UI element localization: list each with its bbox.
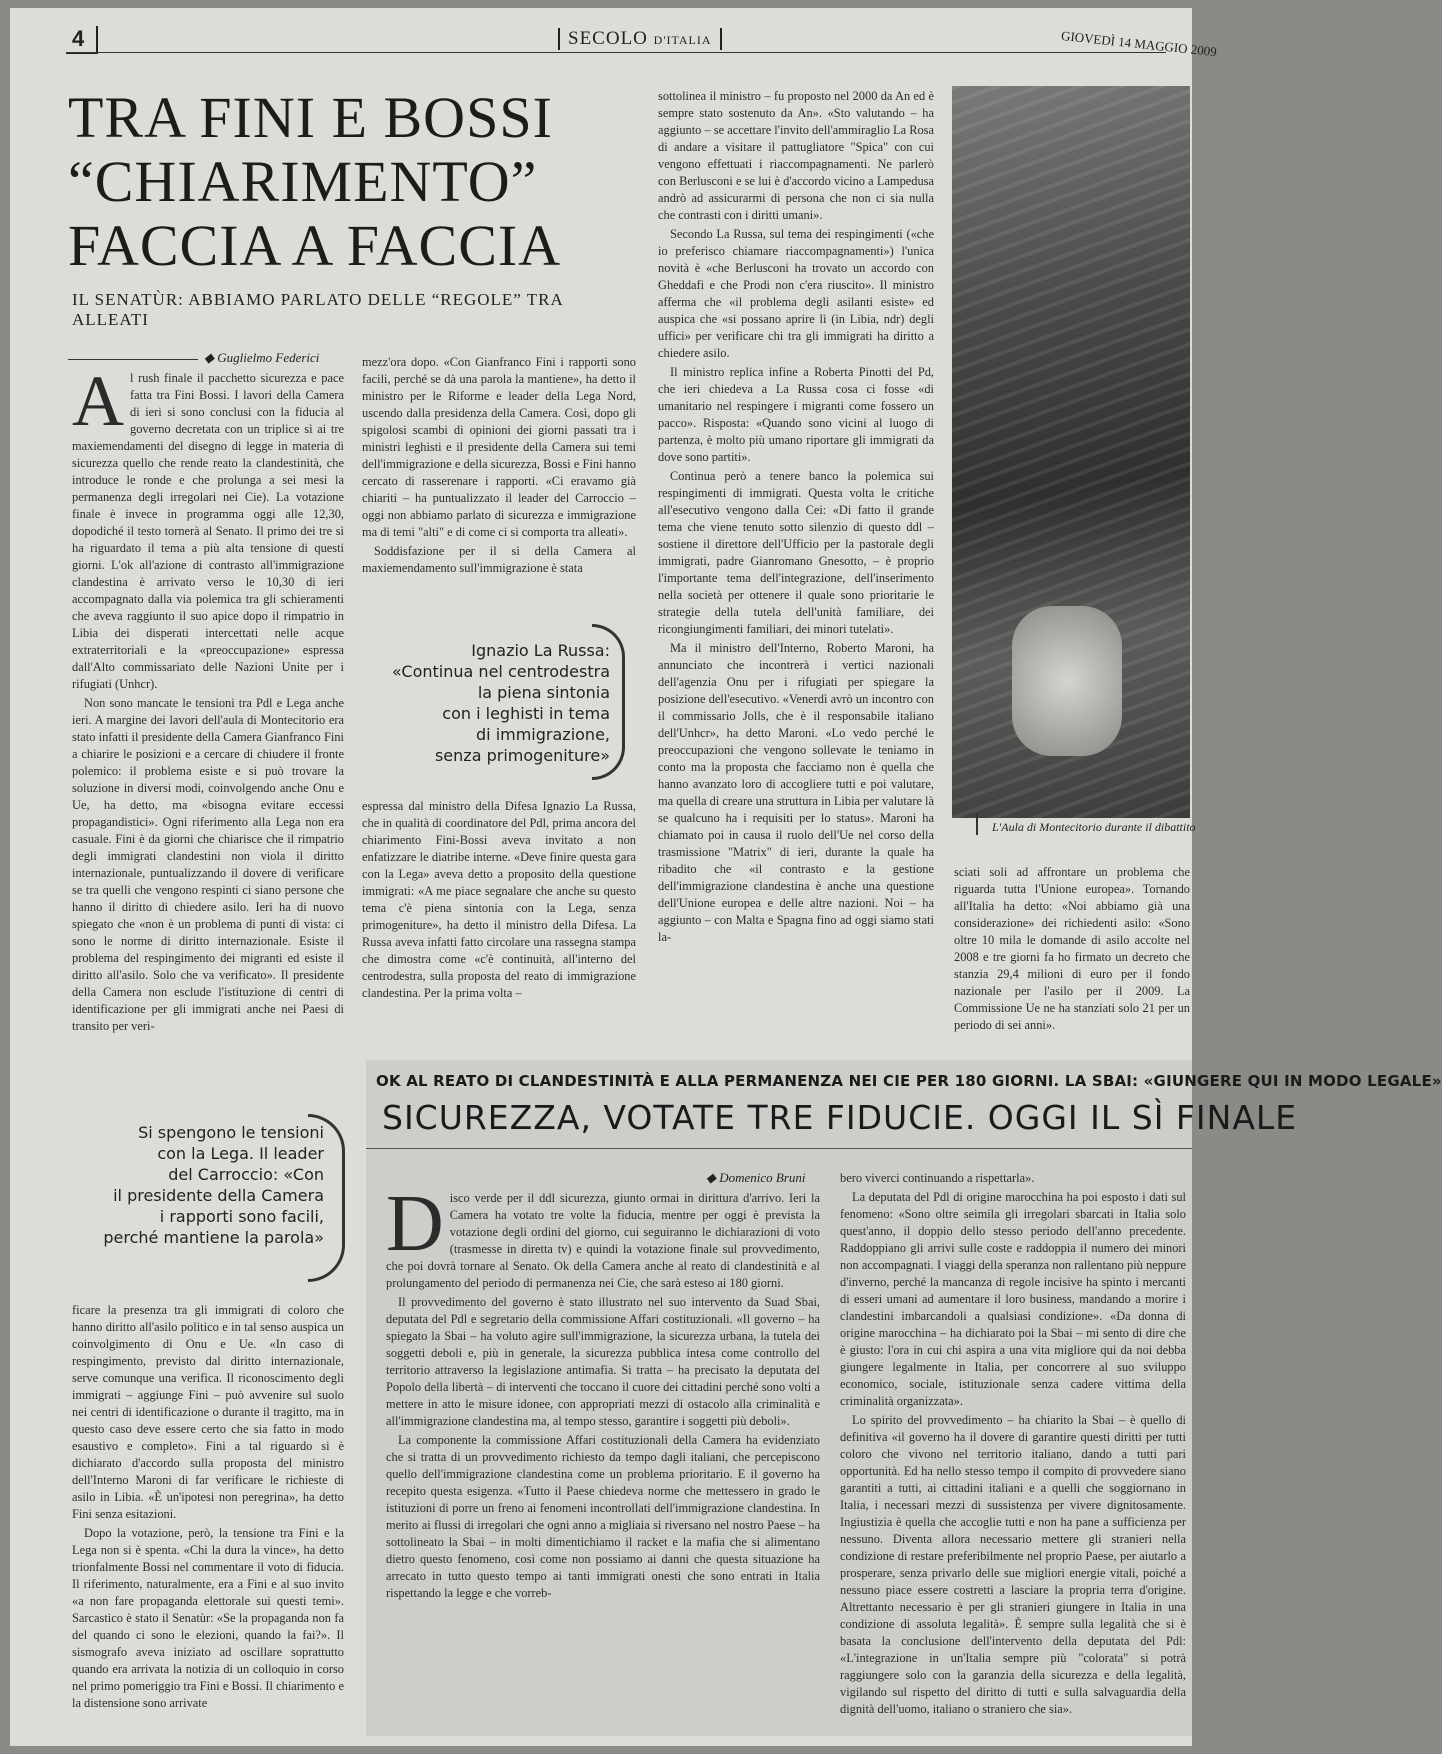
article-paragraph: mezz'ora dopo. «Con Gianfranco Fini i rapporti sono facili, perché se dà una parola la mantiene», ha detto il ministro per le Riforme e leader della Lega Nord, uscendo dalla presidenza della Camera. Così, dopo gli spigolosi scambi di opinioni dei giorni passati tra i ministri leghisti e il presidente della Camera sui temi dell'immigrazione e della sicurezza, Bossi e Fini hanno cercato di rasserenare i rapporti. «Ci eravamo già chiariti – ha puntualizzato il leader del Carroccio – oggi non abbiamo parlato di sicurezza e immigrazione ma di temi "alti" e di come ci si comporta tra alleati». bbox=[362, 355, 636, 539]
article-paragraph: Il provvedimento del governo è stato illustrato nel suo intervento da Suad Sbai, deputata del Pdl e segretario della commissione Affari costituzionali. «Il governo – ha spiegato la Sbai – ha voluto agire sull'immigrazione, la sicurezza urbana, la tutela dei soggetti deboli e, più in generale, la sicurezza pubblica intesa come controllo del territorio attraverso la legislazione antimafia. Si tratta – ha precisato la deputata del Popolo della libertà – di interventi che toccano il cuore dei cittadini perché sono volti a mettere in atto le misure idonee, con appropriati mezzi di ostacolo alla criminalità e all'immigrazione clandestina ma, al tempo stesso, garantire i soggetti più deboli». bbox=[386, 1295, 820, 1428]
sidebar-byline bbox=[706, 1170, 806, 1186]
sidebar-headline: SICUREZZA, VOTATE TRE FIDUCIE. OGGI IL SÌ FINALE bbox=[382, 1098, 1298, 1137]
byline-author: Domenico Bruni bbox=[719, 1170, 806, 1185]
quote-line: del Carroccio: «Con bbox=[168, 1165, 324, 1184]
paragraph-text: isco verde per il ddl sicurezza, giunto ormai in dirittura d'arrivo. Ieri la Camera ha votato tre volte la fiducia, mentre per oggi è prevista la votazione degli ordini del giorno, cui seguiranno le dichiarazioni di voto (trasmesse in diretta tv) e quindi la votazione finale sul provvedimento, che poi dovrà tornare al Senato. Ok della Camera anche al reato di clandestinità e al prolungamento del periodo di permanenza nei Cie, che sarà esteso ai 180 giorni. bbox=[386, 1191, 820, 1290]
pull-quote-la-russa bbox=[370, 640, 610, 766]
quote-bracket bbox=[592, 624, 625, 780]
article-paragraph: Secondo La Russa, sul tema dei respingimenti («che io preferisco chiamare riaccompagnamenti») l'unica novità è «che Berlusconi ha trovato un accordo con Gheddafi e che Prodi non c'era riuscito». Il ministro afferma che «il problema degli asilanti esiste» ed auspica che «si possano aprire lì (in Libia, ndr) degli uffici» per verificare chi tra gli immigrati ha diritto a chiedere asilo. bbox=[658, 227, 934, 360]
drop-cap: A bbox=[72, 361, 124, 441]
article-paragraph: sottolinea il ministro – fu proposto nel 2000 da An ed è sempre stato sostenuto da An». «Sto valutando – ha aggiunto – se accettare l'invito dell'ammiraglio La Rosa di andare a visitare il pattugliatore "Spica" con cui vengono effettuati i riaccompagnamenti. Ne parlerò con Berlusconi e se lui è d'accordo vicino a Lampedusa andrò ad assicurarmi di persona che non ci sia nulla che contrasti con i diritti umani». bbox=[658, 89, 934, 222]
page-number: 4 bbox=[66, 26, 98, 54]
article-column-4 bbox=[954, 864, 1190, 1032]
pull-quote-bossi bbox=[64, 1122, 324, 1248]
masthead-subtitle: D'ITALIA bbox=[653, 33, 712, 47]
quote-line: perché mantiene la parola» bbox=[103, 1228, 324, 1247]
sidebar-column-1 bbox=[386, 1180, 820, 1736]
sidebar-column-2 bbox=[840, 1170, 1186, 1736]
article-paragraph: espressa dal ministro della Difesa Ignazio La Russa, che in qualità di coordinatore del Pdl, prima ancora del chiarimento Fini-Bossi aveva invitato a non enfatizzare le diatribe interne. «Deve finire questa gara con la Lega» aveva detto a proposito della questione immigrati: «A me piace segnalare che anche su questo tema c'è piena sintonia con la Lega, senza primogeniture», ha detto il ministro della Difesa. La Russa aveva infatti fatto circolare una rassegna stampa che dimostra come «c'è continuità, all'interno del centrodestra, sulla proposta del reato di immigrazione clandestina. Per la prima volta – bbox=[362, 799, 636, 1000]
main-headline bbox=[68, 86, 638, 278]
quote-bracket bbox=[308, 1114, 345, 1282]
diamond-icon: ◆ bbox=[706, 1170, 720, 1185]
byline-rule bbox=[68, 359, 198, 360]
parliament-photo bbox=[952, 86, 1190, 818]
quote-line: con i leghisti in tema bbox=[442, 704, 610, 723]
quote-line: Si spengono le tensioni bbox=[138, 1123, 324, 1142]
newspaper-page bbox=[10, 8, 1442, 1746]
sidebar-kicker: OK AL REATO DI CLANDESTINITÀ E ALLA PERMANENZA NEI CIE PER 180 GIORNI. LA SBAI: «GIUNGERE QUI IN MODO LEGALE» bbox=[376, 1072, 1442, 1090]
paragraph-text: l rush finale il pacchetto sicurezza e pace fatta tra Fini Bossi. I lavori della Camera di ieri si sono conclusi con la fiducia al governo decretata con un triplice sì ai tre maxiemendamenti del disegno di legge in materia di sicurezza quello che rende reato la clandestinità, che introduce le ronde e che prolunga a sei mesi la permanenza degli irregolari nei Cie). La votazione finale è invece in programma oggi alle 12,30, dopodiché il testo tornerà al Senato. Il primo dei tre sì ha riguardato il tema a più alta tensione di questi giorni. L'ok all'azione di contrasto all'immigrazione clandestina è arrivato verso le 10,30 di ieri accompagnato dalla via polemica tra gli schieramenti che aveva raggiunto il suo apice dopo il rimpatrio in Libia dei disperati intercettati nelle acque extraterritoriali e la «preoccupazione» espressa dall'Alto commissariato delle Nazioni Unite per i rifugiati (Unhcr). bbox=[72, 371, 344, 691]
article-paragraph: Dopo la votazione, però, la tensione tra Fini e la Lega non si è spenta. «Chi la dura la vince», ha detto trionfalmente Bossi nel commentare il voto di fiducia. Il riferimento, naturalmente, era a Fini e al suo invito «a non fare propaganda elettorale sui questi temi». Sarcastico è stato il Senatùr: «Se la propaganda non fa del quando ci sono le elezioni, quando la fai?». Il sismografo aveva iniziato ad oscillare soprattutto quando era arrivata la notizia di un colloquio in corso nel primo pomeriggio tra Fini e Bossi. Il chiarimento e la distensione sono arrivate bbox=[72, 1526, 344, 1710]
drop-cap: D bbox=[386, 1180, 444, 1268]
article-paragraph: ficare la presenza tra gli immigrati di coloro che hanno diritto all'asilo politico e in tal senso auspica un coinvolgimento di Onu e Ue. «In caso di respingimento, previsto dal diritto internazionale, serve comunque una verifica. Il riconoscimento degli immigrati – aggiunge Fini – può avvenire sul suolo nei centri di identificazione o durante il tragitto, ma in questo caso deve essere certo che sia fatto in modo esaustivo e completo». Fini a tal riguardo si è dichiarato d'accordo sulla proposta del ministro dell'Interno Maroni di far verificare le richieste di asilo in Libia. «È un'ipotesi non peregrina», ha detto Fini senza esitazioni. bbox=[72, 1303, 344, 1521]
article-paragraph: Continua però a tenere banco la polemica sui respingimenti di immigrati. Questa volta le critiche all'esecutivo vengono dalla Cei: «Di fatto il grande tema che viene tenuto sotto silenzio di questo ddl – sostiene il direttore dell'Ufficio per la pastorale degli immigrati, padre Gianromano Gnesotto, – è proprio l'importante tema dell'integrazione, dell'inserimento nella società per ottenere il quale sono prioritarie le strategie della tutela dell'unità familiare, dei ricongiungimenti familiari, dei minori tutelati». bbox=[658, 469, 934, 636]
masthead-title: SECOLO bbox=[568, 28, 648, 49]
article-paragraph bbox=[72, 361, 344, 693]
diamond-icon: ◆ bbox=[204, 350, 218, 365]
article-paragraph: Il ministro replica infine a Roberta Pinotti del Pd, che ieri chiedeva a La Russa cosa ci fosse «di umanitario nel respingere i migranti come fossero un pacco». Risposta: «Quando sono vicini al luogo di partenza, è molto più umano riportare gli immigrati da dove sono partiti». bbox=[658, 365, 934, 464]
article-paragraph: La componente la commissione Affari costituzionali della Camera ha evidenziato che si tratta di un provvedimento richiesto da tempo dagli italiani, che percepiscono quello dell'immigrazione clandestina come un problema prioritario. E il governo ha recepito questa esigenza. «Tutto il Paese chiedeva norme che mettessero in grado le istituzioni di porre un freno ai fenomeni incontrollati dell'immigrazione clandestina. In merito ai flussi di irregolari che ogni anno a migliaia si riversano nel nostro Paese – ha sottolineato la Sbai – in molti dimentichiamo il racket e la mafia che si alimentano dietro questo fenomeno, così come non possiamo ai danni che questa situazione ha arrecato in tutto questo tempo ai tanti immigrati onesti che sono entrati in Italia rispettando la legge e che vorreb- bbox=[386, 1433, 820, 1600]
quote-line: senza primogeniture» bbox=[434, 746, 610, 765]
quote-line: i rapporti sono facili, bbox=[159, 1207, 324, 1226]
photo-hand-shape bbox=[1012, 606, 1122, 756]
quote-line: Ignazio La Russa: bbox=[471, 641, 610, 660]
quote-line: di immigrazione, bbox=[476, 725, 610, 744]
subheadline: IL SENATÙR: ABBIAMO PARLATO DELLE “REGOLE” TRA ALLEATI bbox=[72, 290, 563, 329]
photo-caption: L'Aula di Montecitorio durante il dibattito bbox=[992, 820, 1196, 834]
quote-line: con la Lega. Il leader bbox=[157, 1144, 324, 1163]
article-column-5 bbox=[72, 1302, 344, 1736]
headline-line: TRA FINI E BOSSI bbox=[68, 85, 553, 150]
article-paragraph: Ma il ministro dell'Interno, Roberto Maroni, ha annunciato che incontrerà i vertici nazionali dell'agenzia Onu per i rifugiati per spiegare la posizione dell'esecutivo. «Venerdì avrò un incontro con il commissario Jolls, che è il responsabile italiano dell'Unhcr», ha detto Maroni. «Lo vedo perché le preoccupazioni che vengono sollevate le teniamo in conto ma la proposta che facciamo non è quella che hanno avanzato loro di accogliere tutti e poi valutare, ma quella di creare una struttura in Libia per valutare là se qualcuno ha i requisiti per lo status». Maroni ha chiamato poi in causa il ruolo dell'Ue nel corso della trasmissione "Matrix" di ieri, durante la quale ha ribadito che «il contrasto e la gestione dell'immigrazione clandestina è anche una questione dell'Unione europea e delle altre nazioni. Noi – ha aggiunto – con Malta e Spagna fino ad oggi siamo stati la- bbox=[658, 641, 934, 944]
article-column-2-top bbox=[362, 354, 636, 604]
caption-bar bbox=[976, 813, 978, 835]
byline-author: Guglielmo Federici bbox=[217, 350, 320, 365]
quote-line: «Continua nel centrodestra bbox=[391, 662, 610, 681]
article-paragraph: La deputata del Pdl di origine marocchina ha poi esposto i dati sul fenomeno: «Sono oltre seimila gli irregolari sbarcati in Italia solo quest'anno, il doppio dello stesso periodo dell'anno precedente. Raddoppiano gli arrivi sulle coste e raddoppia il numero dei minori non accompagnati. I viaggi della speranza non rallentano più neppure d'inverno, perché la mancanza di regole incisive ha spinto i mercanti di esseri umani ad aumentare il loro business, mandando a morire i clandestini imbarcandoli a qualsiasi condizione». «Da donna di origine marocchina – ha dichiarato poi la Sbai – mi sento di dire che è giusto: l'ora in cui chi aspira a una vita migliore qui da noi debba giungere legalmente in Italia, per concorrere al suo sviluppo economico, sociale, istituzionale senza cadere vittima della criminalità organizzata». bbox=[840, 1190, 1186, 1408]
article-paragraph: sciati soli ad affrontare un problema che riguarda tutta l'Unione europea». Tornando all'Italia ha detto: «Noi abbiamo già una considerazione» dei richiedenti asilo: «Sono oltre 10 mila le domande di asilo accolte nel 2008 e tre giorni fa ho firmato un decreto che stanzia 29,4 milioni di euro per il fondo nazionale per l'asilo per il 2009. La Commissione Ue ne ha stanziati solo 21 per un periodo di sei anni». bbox=[954, 865, 1190, 1032]
dateline: GIOVEDÌ 14 MAGGIO 2009 bbox=[1060, 28, 1218, 60]
header-rule bbox=[66, 52, 1166, 53]
article-column-2-bottom bbox=[362, 798, 636, 1020]
article-paragraph: Lo spirito del provvedimento – ha chiarito la Sbai – è quello di definitiva «il governo ha il dovere di garantire questi diritti per tutti coloro che vivono nel territorio italiano, dando a tutti pari opportunità. Ed ha nello stesso tempo il compito di provvedere siano garantiti a tutti, ai cittadini italiani e a quelli che soggiornano in Italia, i necessari mezzi di sussistenza per vivere dignitosamente. Ingiustizia è quella che accoglie tutti e non ha pane a sufficienza per nessuno. Diventa allora necessario mettere gli stranieri nella condizione di restare preferibilmente nel proprio Paese, per aiutarlo a prosperare, senza privarlo delle sue migliori energie vitali, poiché a nessuno piace essere costretti a lasciare la propria terra d'origine. Altrettanto necessario è per gli stranieri giungere in Italia in una condizione di assoluta legalità». È sempre sulla legalità che si è basata la conclusione dell'intervento della deputata del Pdl: «L'integrazione in un'Italia sempre più "colorata" si potrà raggiungere solo con la garanzia della sicurezza e della legalità, vigilando sul rispetto del diritto di tutti e sulla salvaguardia della dignità dell'uomo, italiano o straniero che sia». bbox=[840, 1413, 1186, 1716]
article-paragraph: Soddisfazione per il sì della Camera al maxiemendamento sull'immigrazione è stata bbox=[362, 544, 636, 575]
article-paragraph: bero viverci continuando a rispettarla». bbox=[840, 1171, 1035, 1185]
headline-line: FACCIA A FACCIA bbox=[68, 213, 562, 278]
sidebar-rule bbox=[366, 1148, 1192, 1149]
article-paragraph: Non sono mancate le tensioni tra Pdl e Lega anche ieri. A margine dei lavori dell'aula di Montecitorio era stato infatti il presidente della Camera Gianfranco Fini a chiarire le posizioni e a cercare di chiudere il fronte polemico: il problema esiste e si può trovare la soluzione in diversi modi, coinvolgendo anche Onu e Ue, ha detto, ma «bisogna evitare eccessi propagandistici». Ogni riferimento alla Lega non era casuale. Fini è da giorni che chiarisce che il rimpatrio degli immigrati clandestini non viola il diritto internazionale, puntualizzando il dovere di verificare se tra quelli che vengono respinti ci siano persone che hanno il diritto di chiedere asilo. Ieri ha di nuovo spiegato che «non è un problema di punti di vista: ci sono le norme di diritto internazionale. Esiste il problema del respingimento dei migranti ed esiste il diritto all'asilo. Solo che va verificato». Il presidente della Camera non esclude l'istituzione di centri di identificazione per gli immigrati anche nei Paesi di transito per veri- bbox=[72, 696, 344, 1033]
headline-line: “CHIARIMENTO” bbox=[68, 149, 538, 214]
article-column-3 bbox=[658, 88, 934, 1023]
quote-line: il presidente della Camera bbox=[113, 1186, 324, 1205]
article-paragraph bbox=[386, 1180, 820, 1292]
article-column-1 bbox=[72, 361, 344, 1080]
quote-line: la piena sintonia bbox=[477, 683, 610, 702]
masthead bbox=[558, 28, 722, 50]
